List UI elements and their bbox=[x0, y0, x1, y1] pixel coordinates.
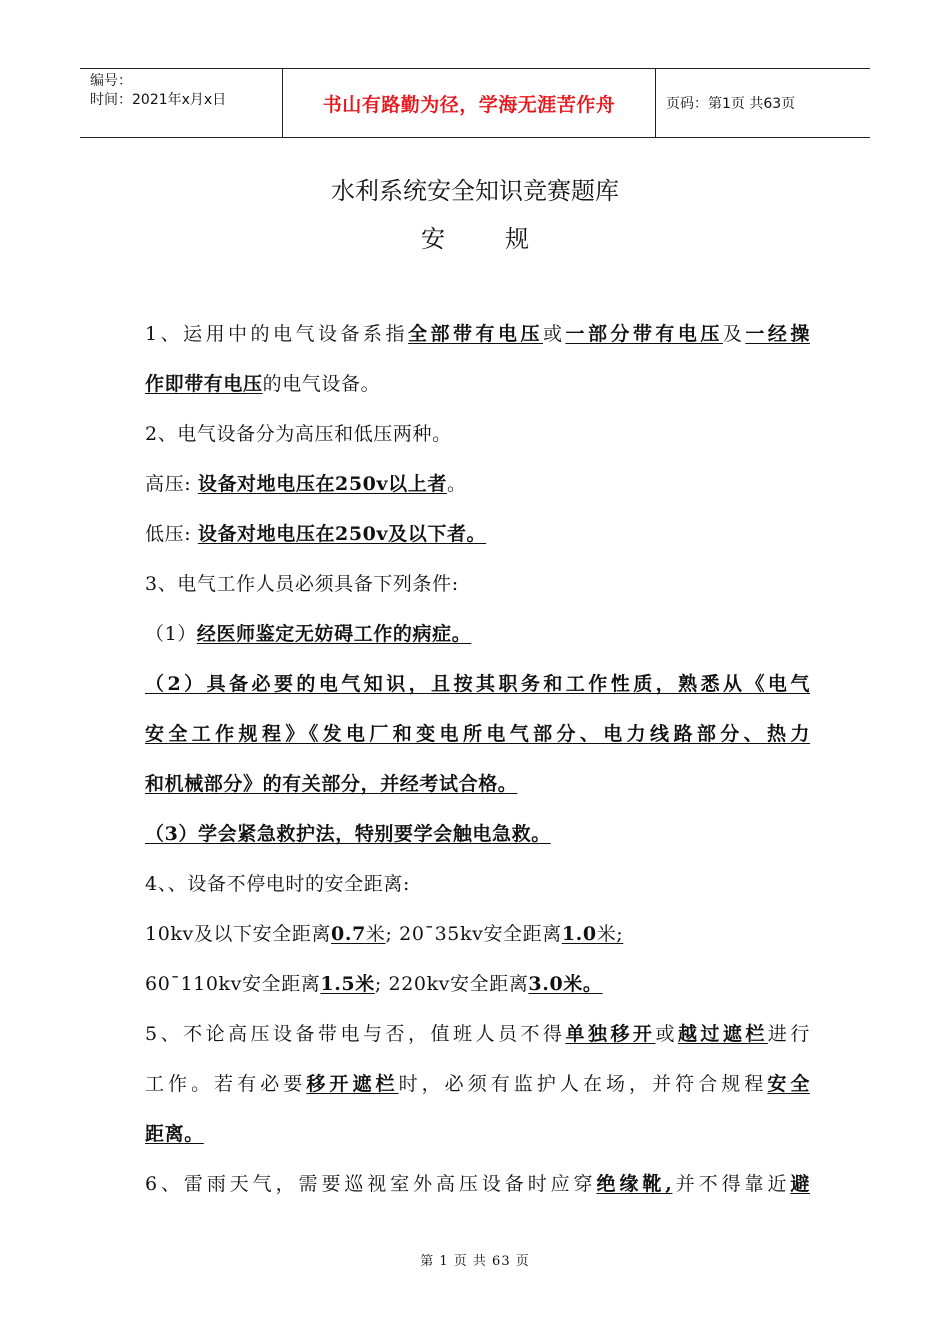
text-run: （1） bbox=[145, 623, 197, 645]
body-line bbox=[145, 1120, 810, 1170]
body-line bbox=[145, 870, 810, 920]
text-run: 米; bbox=[596, 923, 624, 945]
text-run: 一经操 bbox=[745, 323, 810, 345]
subtitle-char: 规 bbox=[505, 225, 529, 253]
body-line bbox=[145, 770, 810, 820]
document-subtitle bbox=[0, 219, 950, 254]
text-run: 移开遮栏 bbox=[306, 1073, 399, 1095]
text-run: 及 bbox=[722, 323, 746, 345]
text-run: 安全工作规程》《发电厂和变电所电气部分、电力线路部分、热力 bbox=[145, 723, 810, 745]
body-line bbox=[145, 320, 810, 370]
body-line bbox=[145, 570, 810, 620]
body-line bbox=[145, 720, 810, 770]
text-run: 米 bbox=[365, 923, 386, 945]
page-footer: 第 1 页 共 63 页 bbox=[420, 1254, 530, 1269]
text-run: （2）具备必要的电气知识，且按其职务和工作性质，熟悉从《电气 bbox=[145, 673, 810, 695]
text-run: 避 bbox=[790, 1173, 810, 1195]
text-run: 3、电气工作人员必须具备下列条件: bbox=[145, 573, 459, 595]
body-line bbox=[145, 420, 810, 470]
text-run: 高压: bbox=[145, 473, 198, 495]
body-line bbox=[145, 920, 810, 970]
body-line bbox=[145, 370, 810, 420]
text-run: 并不得靠近 bbox=[672, 1173, 791, 1195]
text-run: 设备对地电压在250v以上者 bbox=[197, 473, 447, 495]
text-run: 10kv及以下安全距离 bbox=[145, 923, 332, 945]
body-line bbox=[145, 1020, 810, 1070]
text-run: 时，必须有监护人在场，并符合规程 bbox=[398, 1073, 768, 1095]
body-line bbox=[145, 1170, 810, 1220]
text-run: 6、雷雨天气，需要巡视室外高压设备时应穿 bbox=[145, 1173, 597, 1195]
text-run: 设备对地电压在250v及以下者。 bbox=[197, 523, 487, 545]
text-run: ; 20¯35kv安全距离 bbox=[385, 923, 562, 945]
text-run: 4、、设备不停电时的安全距离: bbox=[145, 873, 410, 895]
document-title: 水利系统安全知识竞赛题库 bbox=[331, 177, 619, 205]
body-line bbox=[145, 620, 810, 670]
header-motto: 书山有路勤为径，学海无涯苦作舟 bbox=[282, 69, 656, 137]
text-run: 和机械部分》的有关部分，并经考试合格。 bbox=[145, 773, 518, 795]
body-line bbox=[145, 520, 810, 570]
body-line bbox=[145, 970, 810, 1020]
text-run: 的电气设备。 bbox=[262, 373, 381, 395]
text-run: 5、不论高压设备带电与否，值班人员不得 bbox=[145, 1023, 566, 1045]
text-run: 60¯110kv安全距离 bbox=[145, 973, 321, 995]
body-line bbox=[145, 1070, 810, 1120]
text-run: 3.0米。 bbox=[528, 973, 603, 995]
page-header bbox=[80, 68, 870, 138]
header-page-info: 页码：第1页 共63页 bbox=[666, 96, 796, 112]
text-run: ; 220kv安全距离 bbox=[374, 973, 529, 995]
subtitle-char: 安 bbox=[421, 225, 445, 253]
body-line bbox=[145, 670, 810, 720]
text-run: 全部带有电压 bbox=[408, 323, 543, 345]
text-run: 。 bbox=[446, 473, 467, 495]
text-run: 作即带有电压 bbox=[145, 373, 263, 395]
text-run: 低压: bbox=[145, 523, 198, 545]
document-date-label: 时间：2021年x月x日 bbox=[90, 92, 227, 108]
body-line bbox=[145, 470, 810, 520]
text-run: 经医师鉴定无妨碍工作的病症。 bbox=[196, 623, 472, 645]
text-run: 1、运用中的电气设备系指 bbox=[145, 323, 408, 345]
text-run: 1.0 bbox=[561, 923, 597, 945]
text-run: 安全 bbox=[767, 1073, 811, 1095]
body-line bbox=[145, 820, 810, 870]
text-run: 2、电气设备分为高压和低压两种。 bbox=[145, 423, 452, 445]
document-body bbox=[145, 320, 810, 1220]
header-meta bbox=[80, 69, 282, 137]
text-run: （3）学会紧急救护法，特别要学会触电急救。 bbox=[145, 823, 551, 845]
text-run: 工作。若有必要 bbox=[145, 1073, 307, 1095]
text-run: 越过遮栏 bbox=[677, 1023, 768, 1045]
text-run: 1.5米 bbox=[320, 973, 375, 995]
text-run: 距离。 bbox=[145, 1123, 204, 1145]
text-run: 绝缘靴, bbox=[596, 1173, 673, 1195]
text-run: 或 bbox=[542, 323, 566, 345]
text-run: 一部分带有电压 bbox=[565, 323, 723, 345]
text-run: 0.7 bbox=[331, 923, 366, 945]
text-run: 单独移开 bbox=[565, 1023, 656, 1045]
document-number-label: 编号： bbox=[90, 73, 132, 89]
text-run: 进行 bbox=[767, 1023, 811, 1045]
text-run: 或 bbox=[655, 1023, 678, 1045]
